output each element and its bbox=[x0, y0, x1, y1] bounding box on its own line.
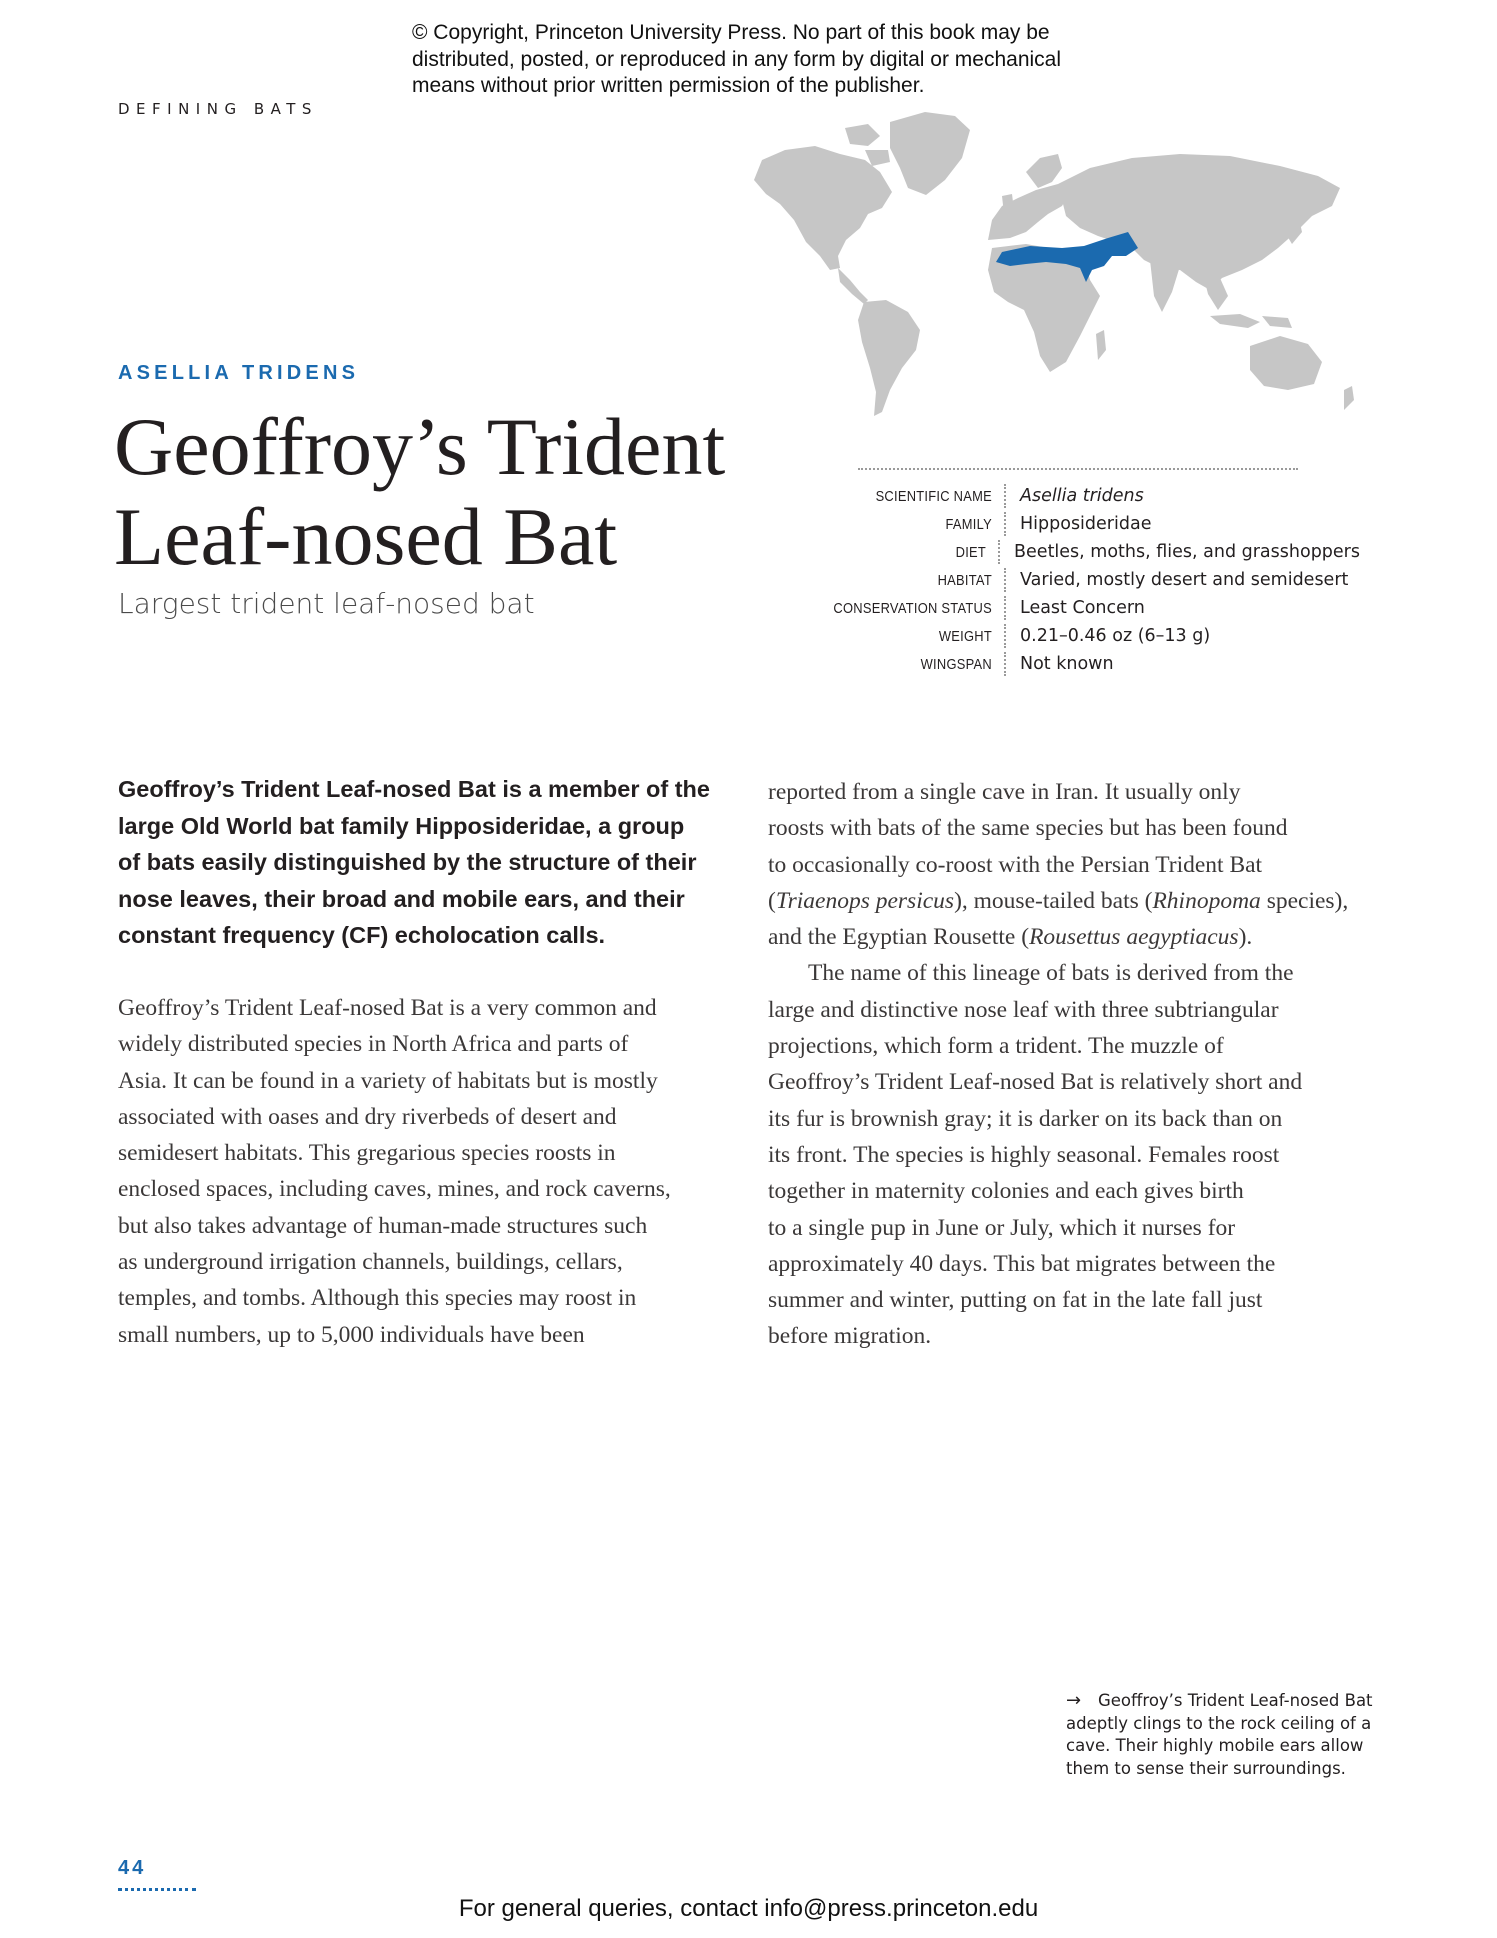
text-run: species), bbox=[1260, 887, 1349, 914]
body-line: to occasionally co-roost with the Persian Trident Bat bbox=[768, 851, 1263, 878]
distribution-map bbox=[740, 110, 1400, 430]
page-number-dots bbox=[118, 1888, 196, 1891]
fact-label: CONSERVATION STATUS bbox=[833, 599, 992, 617]
copyright-line: © Copyright, Princeton University Press. No part of this book may be bbox=[412, 21, 1050, 44]
title-line: Leaf-nosed Bat bbox=[114, 491, 618, 582]
body-line bbox=[768, 883, 1378, 919]
fact-row bbox=[760, 622, 1360, 650]
species-scientific-label: ASELLIA TRIDENS bbox=[118, 362, 360, 384]
caption-line: cave. Their highly mobile ears allow bbox=[1066, 1736, 1364, 1755]
fact-value: Least Concern bbox=[1020, 598, 1145, 618]
text-run: ), mouse-tailed bats ( bbox=[954, 887, 1153, 914]
text-run: ( bbox=[768, 887, 776, 914]
body-line: projections, which form a trident. The muzzle of bbox=[768, 1033, 1224, 1060]
text-run: ). bbox=[1238, 924, 1253, 951]
fact-label: DIET bbox=[955, 543, 987, 561]
body-line: together in maternity colonies and each gives birth bbox=[768, 1178, 1244, 1205]
body-line: its front. The species is highly seasonal. Females roost bbox=[768, 1141, 1280, 1168]
fact-value: Asellia tridens bbox=[1020, 486, 1144, 506]
fact-separator bbox=[1004, 512, 1008, 536]
footer-contact: For general queries, contact info@press.princeton.edu bbox=[458, 1895, 1039, 1922]
fact-row bbox=[760, 566, 1360, 594]
fact-row bbox=[760, 482, 1360, 510]
species-name: Triaenops persicus bbox=[775, 887, 955, 914]
body-line: before migration. bbox=[768, 1323, 932, 1350]
fact-separator bbox=[1004, 484, 1008, 508]
fact-separator bbox=[1004, 596, 1008, 620]
fact-value: Varied, mostly desert and semidesert bbox=[1020, 570, 1349, 590]
fact-value: 0.21–0.46 oz (6–13 g) bbox=[1020, 626, 1211, 646]
body-line: roosts with bats of the same species but has been found bbox=[768, 815, 1288, 842]
body-column-left bbox=[118, 990, 733, 1353]
body-line: semidesert habitats. This gregarious species roosts in bbox=[118, 1140, 616, 1167]
species-name: Rhinopoma bbox=[1152, 887, 1261, 914]
fact-value: Beetles, moths, flies, and grasshoppers bbox=[1014, 542, 1360, 562]
lead-line: nose leaves, their broad and mobile ears, and their bbox=[118, 885, 685, 912]
fact-value: Hipposideridae bbox=[1020, 514, 1152, 534]
body-line: to a single pup in June or July, which it nurses for bbox=[768, 1214, 1236, 1241]
body-line: widely distributed species in North Africa and parts of bbox=[118, 1031, 629, 1058]
caption-line: adeptly clings to the rock ceiling of a bbox=[1066, 1713, 1372, 1733]
body-line: enclosed spaces, including caves, mines, and rock caverns, bbox=[118, 1176, 671, 1203]
lead-line: of bats easily distinguished by the structure of their bbox=[118, 849, 697, 875]
fact-row bbox=[760, 510, 1360, 538]
fact-label: SCIENTIFIC NAME bbox=[875, 487, 992, 505]
page-number: 44 bbox=[118, 1857, 147, 1879]
facts-divider bbox=[858, 468, 1298, 470]
body-line: Asia. It can be found in a variety of habitats but is mostly bbox=[118, 1067, 658, 1094]
fact-separator bbox=[1004, 624, 1008, 648]
body-line: approximately 40 days. This bat migrates between the bbox=[768, 1250, 1276, 1277]
title-line: Geoffroy’s Trident bbox=[114, 401, 726, 492]
lead-line: Geoffroy’s Trident Leaf-nosed Bat is a member of the bbox=[118, 776, 710, 802]
lead-paragraph bbox=[118, 771, 738, 954]
species-name: Rousettus aegyptiacus bbox=[1029, 924, 1239, 951]
fact-row bbox=[760, 538, 1360, 566]
body-column-right bbox=[768, 774, 1378, 1355]
body-line: its fur is brownish gray; it is darker on its back than on bbox=[768, 1105, 1283, 1132]
body-line: large and distinctive nose leaf with three subtriangular bbox=[768, 996, 1279, 1023]
body-line: summer and winter, putting on fat in the late fall just bbox=[768, 1287, 1263, 1314]
fact-label: HABITAT bbox=[937, 571, 992, 589]
body-line bbox=[768, 919, 1378, 955]
page-subtitle: Largest trident leaf-nosed bat bbox=[118, 587, 535, 620]
body-line: as underground irrigation channels, buildings, cellars, bbox=[118, 1249, 623, 1276]
figure-caption bbox=[1066, 1690, 1396, 1780]
fact-row bbox=[760, 650, 1360, 678]
body-line: temples, and tombs. Although this species may roost in bbox=[118, 1285, 637, 1312]
text-run: and the Egyptian Rousette ( bbox=[768, 924, 1030, 951]
body-line: associated with oases and dry riverbeds of desert and bbox=[118, 1103, 617, 1130]
fact-separator bbox=[998, 540, 1002, 564]
fact-label: FAMILY bbox=[945, 515, 992, 533]
body-line: but also takes advantage of human-made structures such bbox=[118, 1212, 648, 1239]
copyright-line: means without prior written permission of the publisher. bbox=[412, 74, 925, 97]
copyright-notice bbox=[412, 20, 1132, 100]
body-line: small numbers, up to 5,000 individuals have been bbox=[118, 1321, 585, 1348]
arrow-right-icon: → bbox=[1066, 1690, 1082, 1711]
fact-label: WEIGHT bbox=[938, 627, 992, 645]
fact-label: WINGSPAN bbox=[920, 655, 992, 673]
body-line: Geoffroy’s Trident Leaf-nosed Bat is a very common and bbox=[118, 995, 657, 1021]
fact-value: Not known bbox=[1020, 654, 1114, 674]
page-title bbox=[114, 402, 814, 582]
fact-table bbox=[760, 482, 1360, 678]
fact-separator bbox=[1004, 652, 1008, 676]
world-landmass bbox=[754, 112, 1354, 416]
copyright-line: distributed, posted, or reproduced in any form by digital or mechanical bbox=[412, 47, 1062, 71]
caption-text: Geoffroy’s Trident Leaf-nosed Bat bbox=[1098, 1691, 1373, 1710]
body-line: Geoffroy’s Trident Leaf-nosed Bat is relatively short and bbox=[768, 1069, 1303, 1096]
lead-line: constant frequency (CF) echolocation calls. bbox=[118, 922, 606, 948]
fact-separator bbox=[1004, 568, 1008, 592]
body-line: reported from a single cave in Iran. It usually only bbox=[768, 779, 1241, 805]
body-line: The name of this lineage of bats is derived from the bbox=[808, 960, 1294, 987]
lead-line: large Old World bat family Hipposideridae, a group bbox=[118, 812, 685, 839]
caption-line: them to sense their surroundings. bbox=[1066, 1758, 1346, 1778]
caption-line bbox=[1066, 1690, 1396, 1713]
fact-row bbox=[760, 594, 1360, 622]
running-head: DEFINING BATS bbox=[118, 100, 318, 118]
